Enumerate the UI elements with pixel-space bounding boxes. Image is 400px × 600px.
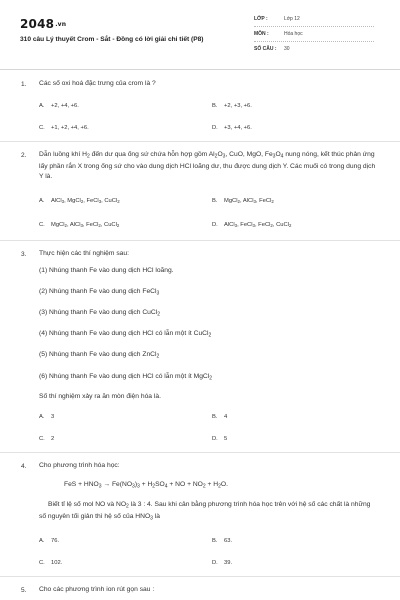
question-text: Cho phương trình hóa học: [39,462,120,469]
option-c[interactable]: C. 102. [39,560,63,566]
count-label: SỐ CÂU : [254,46,277,52]
logo-tld: .vn [55,21,67,28]
question-number: 4. [21,463,27,470]
document-header [0,0,400,70]
option-d[interactable]: D. +3, +4, +6. [212,125,252,131]
option-b[interactable]: B. MgCl$_2$, AlCl$_3$, FeCl$_2$ [212,198,274,205]
question-divider [0,452,400,453]
question-number: 2. [21,152,27,159]
option-c[interactable]: C. 2 [39,436,55,442]
question-text: Dẫn luồng khí $H_2$ đến dư qua ống sứ chứa hỗn hợp gồm $Al_2O_3$, CuO, MgO, $Fe_3O_4$ nung nóng, kết thúc phản ứng lấy phần rắn X trong ống sứ cho vào dung dịch HCl loãng dư, thu được dung dịch Y. Các muối có trong dung dịch Y là. [39,151,376,181]
class-label: LỚP : [254,16,268,22]
class-value: Lớp 12 [284,16,300,22]
question-number: 5. [21,587,27,594]
option-b[interactable]: B. 63. [212,538,233,544]
option-b[interactable]: B. +2, +3, +6. [212,103,252,109]
document-title: 310 câu Lý thuyết Crom - Sắt - Đồng có lời giải chi tiết (P8) [20,36,204,43]
arrow-icon: → [103,481,111,488]
question-number: 3. [21,251,27,258]
question-divider [0,240,400,241]
subject-label: MÔN : [254,31,269,37]
logo-text: 2048 [20,17,55,31]
subject-value: Hóa học [284,31,303,37]
option-c[interactable]: C. MgCl$_2$, AlCl$_3$, FeCl$_2$, CuCl$_2$ [39,222,120,229]
option-a[interactable]: A. AlCl$_3$, MgCl$_2$, FeCl$_3$, CuCl$_2$ [39,198,120,205]
question-divider [0,141,400,142]
experiment-3: (3) Nhúng thanh Fe vào dung dịch CuCl$_2$ [39,309,161,318]
chemical-equation: FeS + $HNO_3 \to Fe(NO_3)_3 + H_2SO_4$ + NO + $NO_2 + H_2O$. [64,481,228,490]
option-a[interactable]: A. +2, +4, +6. [39,103,79,109]
option-d[interactable]: D. AlCl$_3$, FeCl$_3$, FeCl$_2$, CuCl$_2$ [212,222,292,229]
meta-divider [254,26,374,27]
header-divider [0,69,400,70]
option-a[interactable]: A. 3 [39,414,55,420]
experiment-5: (5) Nhúng thanh Fe vào dung dịch ZnCl$_2$ [39,351,160,360]
site-logo[interactable] [20,17,66,31]
question-number: 1. [21,81,27,88]
option-a[interactable]: A. 76. [39,538,60,544]
experiment-1: (1) Nhúng thanh Fe vào dung dịch HCl loãng. [39,267,174,274]
question-text: Các số oxi hoá đặc trưng của crom là ? [39,80,156,87]
option-d[interactable]: D. 39. [212,560,233,566]
experiment-6: (6) Nhúng thanh Fe vào dung dịch HCl có lẫn một ít MgCl$_2$ [39,373,213,382]
option-d[interactable]: D. 5 [212,436,228,442]
experiment-2: (2) Nhúng thanh Fe vào dung dịch FeCl$_3$ [39,288,160,297]
meta-divider [254,41,374,42]
question-text: Thực hiện các thí nghiệm sau: [39,250,129,257]
question-divider [0,576,400,577]
question-prompt: Số thí nghiệm xảy ra ăn mòn điện hóa là. [39,393,161,400]
option-b[interactable]: B. 4 [212,414,228,420]
question-text-2: Biết tỉ lệ số mol NO và $NO_2$ là 3 : 4. Sau khi cân bằng phương trình hóa học trên với hệ số các chất là những số nguyên tối giản thì hệ số của $HNO_3$ là [39,501,371,521]
experiment-4: (4) Nhúng thanh Fe vào dung dịch HCl có lẫn một ít CuCl$_2$ [39,330,212,339]
option-c[interactable]: C. +1, +2, +4, +6. [39,125,89,131]
count-value: 30 [284,46,290,52]
question-text: Cho các phương trình ion rút gọn sau : [39,586,155,593]
